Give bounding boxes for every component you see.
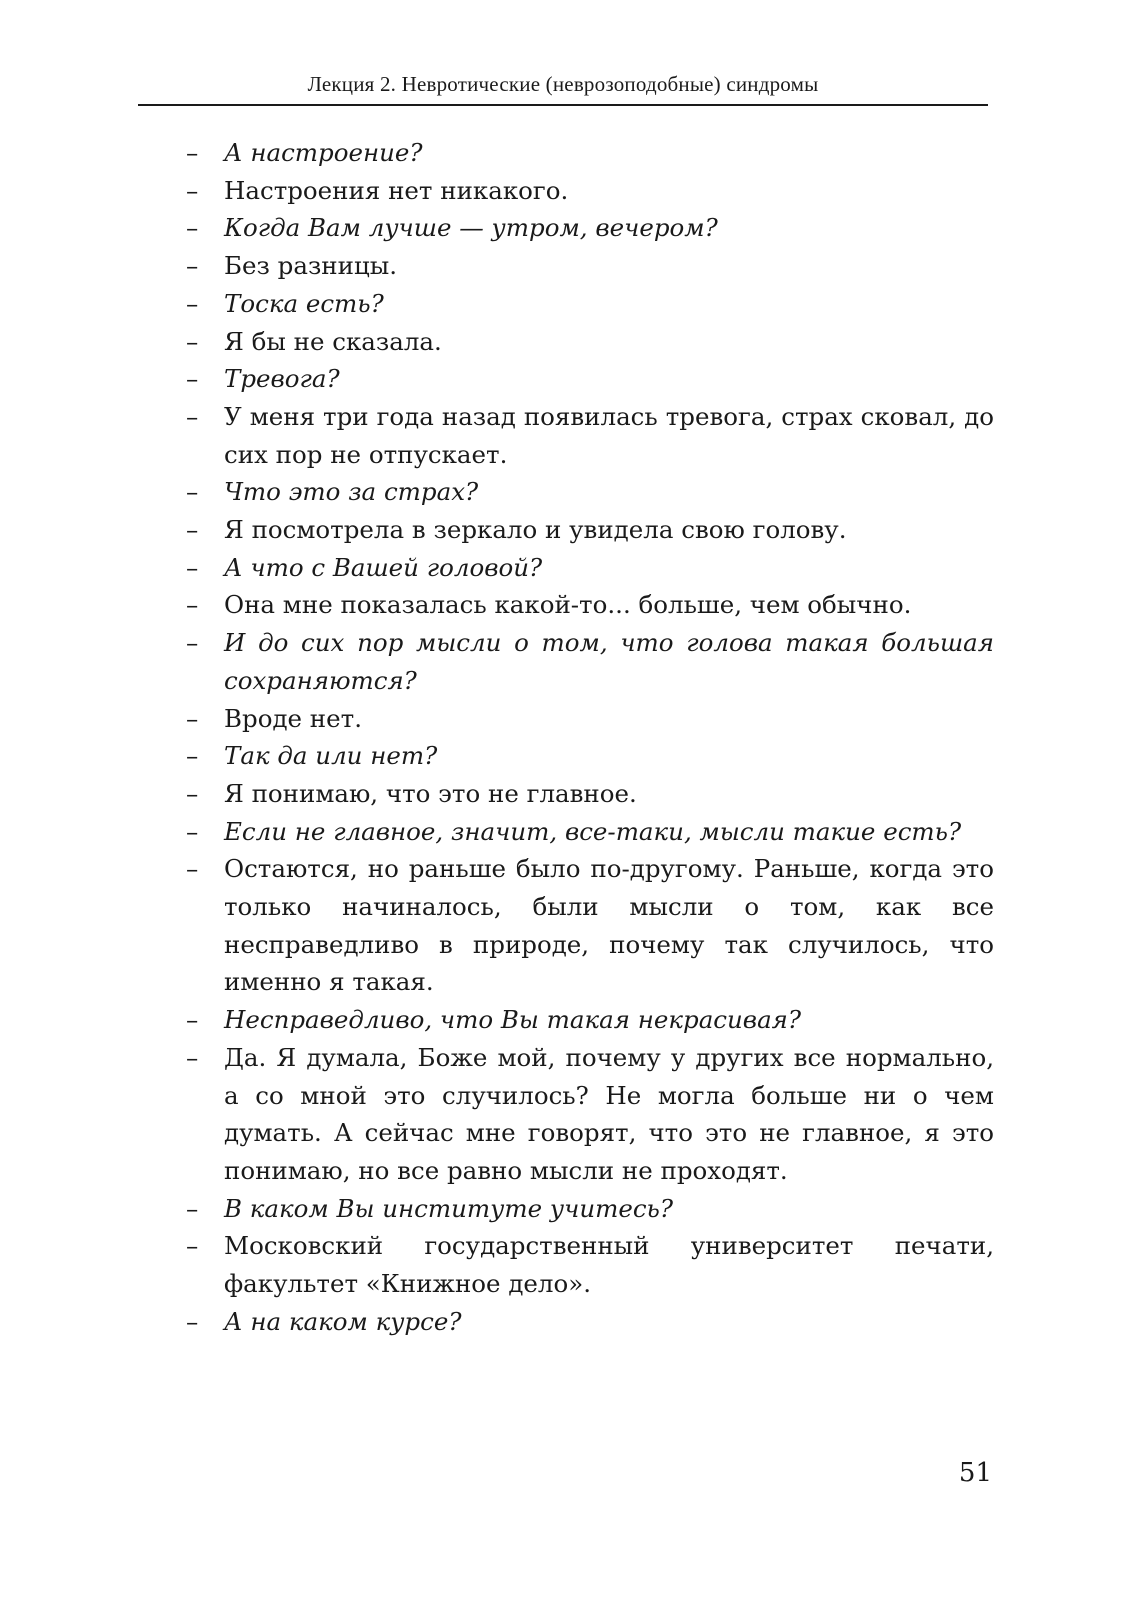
dialogue-line-answer xyxy=(186,775,994,813)
dialogue-dash: – xyxy=(186,401,199,431)
dialogue-line-text: Тоска есть? xyxy=(224,288,384,318)
dialogue-line-question xyxy=(186,134,994,172)
dialogue-line-text: Если не главное, значит, все-таки, мысли такие есть? xyxy=(224,816,962,846)
dialogue-dash: – xyxy=(186,1005,199,1035)
dialogue-line-question xyxy=(186,737,994,775)
dialogue-line-answer xyxy=(186,586,994,624)
dialogue-line-question xyxy=(186,360,994,398)
dialogue-line-answer xyxy=(186,172,994,210)
dialogue-line-text: Я посмотрела в зеркало и увидела свою голову. xyxy=(224,515,847,545)
dialogue-dash: – xyxy=(186,741,199,771)
dialogue-line-text: И до сих пор мысли о том, что голова такая большая сохраняются? xyxy=(224,628,994,695)
dialogue-line-question xyxy=(186,813,994,851)
dialogue-dash: – xyxy=(186,288,199,318)
dialogue-dash: – xyxy=(186,515,199,545)
running-head: Лекция 2. Невротические (неврозоподобные) синдромы xyxy=(307,72,819,96)
dialogue-line-answer xyxy=(186,850,994,1001)
dialogue-line-text: Настроения нет никакого. xyxy=(224,175,569,205)
dialogue-line-answer xyxy=(186,700,994,738)
dialogue-line-text: Я понимаю, что это не главное. xyxy=(224,778,637,808)
dialogue-dash: – xyxy=(186,590,199,620)
dialogue-dash: – xyxy=(186,1306,199,1336)
dialogue-line-text: А настроение? xyxy=(224,138,423,167)
dialogue-line-text: А что с Вашей головой? xyxy=(224,552,543,582)
dialogue-dash: – xyxy=(186,816,199,846)
page-number: 51 xyxy=(958,1458,992,1488)
dialogue-dash: – xyxy=(186,628,199,658)
dialogue-line-text: Когда Вам лучше — утром, вечером? xyxy=(224,213,718,243)
dialogue-line-text: Несправедливо, что Вы такая некрасивая? xyxy=(224,1005,802,1035)
dialogue-dash: – xyxy=(186,477,199,507)
dialogue-dash: – xyxy=(186,1042,199,1072)
dialogue-line-question xyxy=(186,1190,994,1228)
dialogue-line-answer xyxy=(186,398,994,473)
dialogue-dash: – xyxy=(186,175,199,205)
dialogue-line-answer xyxy=(186,511,994,549)
dialogue-line-text: Она мне показалась какой-то... больше, чем обычно. xyxy=(224,590,912,620)
dialogue-line-text: Тревога? xyxy=(224,364,340,394)
dialogue-line-question xyxy=(186,624,994,699)
dialogue-line-text: А на каком курсе? xyxy=(224,1306,462,1336)
dialogue-line-text: Да. Я думала, Боже мой, почему у других все нормально, а со мной это случилось? Не могла больше ни о чем думать. А сейчас мне говорят, что это не главное, я это понимаю, но все равно мысли не проходят. xyxy=(224,1042,994,1185)
dialogue-line-text: Московский государственный университет печати, факультет «Книжное дело». xyxy=(224,1231,994,1299)
dialogue-line-answer xyxy=(186,1039,994,1190)
dialogue-line-question xyxy=(186,549,994,587)
dialogue-line-question xyxy=(186,209,994,247)
dialogue-dash: – xyxy=(186,138,199,167)
dialogue-dash: – xyxy=(186,1231,199,1261)
dialogue-line-text: Так да или нет? xyxy=(224,741,438,771)
dialogue-line-text: Без разницы. xyxy=(224,251,398,281)
dialogue-dash: – xyxy=(186,552,199,582)
dialogue-text xyxy=(186,134,994,1341)
dialogue-line-question xyxy=(186,1303,994,1341)
dialogue-line-answer xyxy=(186,247,994,285)
dialogue-line-text: Что это за страх? xyxy=(224,477,479,507)
dialogue-line-question xyxy=(186,285,994,323)
dialogue-line-question xyxy=(186,1001,994,1039)
dialogue-line-answer xyxy=(186,323,994,361)
dialogue-line-question xyxy=(186,473,994,511)
dialogue-dash: – xyxy=(186,703,199,733)
dialogue-line-text: Остаются, но раньше было по-другому. Раньше, когда это только начиналось, были мысли о том, как все несправедливо в природе, почему так случилось, что именно я такая. xyxy=(224,854,994,997)
header-rule xyxy=(138,104,988,106)
dialogue-dash: – xyxy=(186,251,199,281)
dialogue-line-answer xyxy=(186,1227,994,1302)
dialogue-line-text: Я бы не сказала. xyxy=(224,326,442,356)
dialogue-line-text: В каком Вы институте учитесь? xyxy=(224,1193,674,1223)
dialogue-line-text: Вроде нет. xyxy=(224,703,362,733)
dialogue-dash: – xyxy=(186,326,199,356)
dialogue-dash: – xyxy=(186,213,199,243)
dialogue-dash: – xyxy=(186,364,199,394)
dialogue-line-text: У меня три года назад появилась тревога, страх сковал, до сих пор не отпускает. xyxy=(224,401,994,469)
dialogue-dash: – xyxy=(186,1193,199,1223)
dialogue-dash: – xyxy=(186,854,199,884)
dialogue-dash: – xyxy=(186,778,199,808)
